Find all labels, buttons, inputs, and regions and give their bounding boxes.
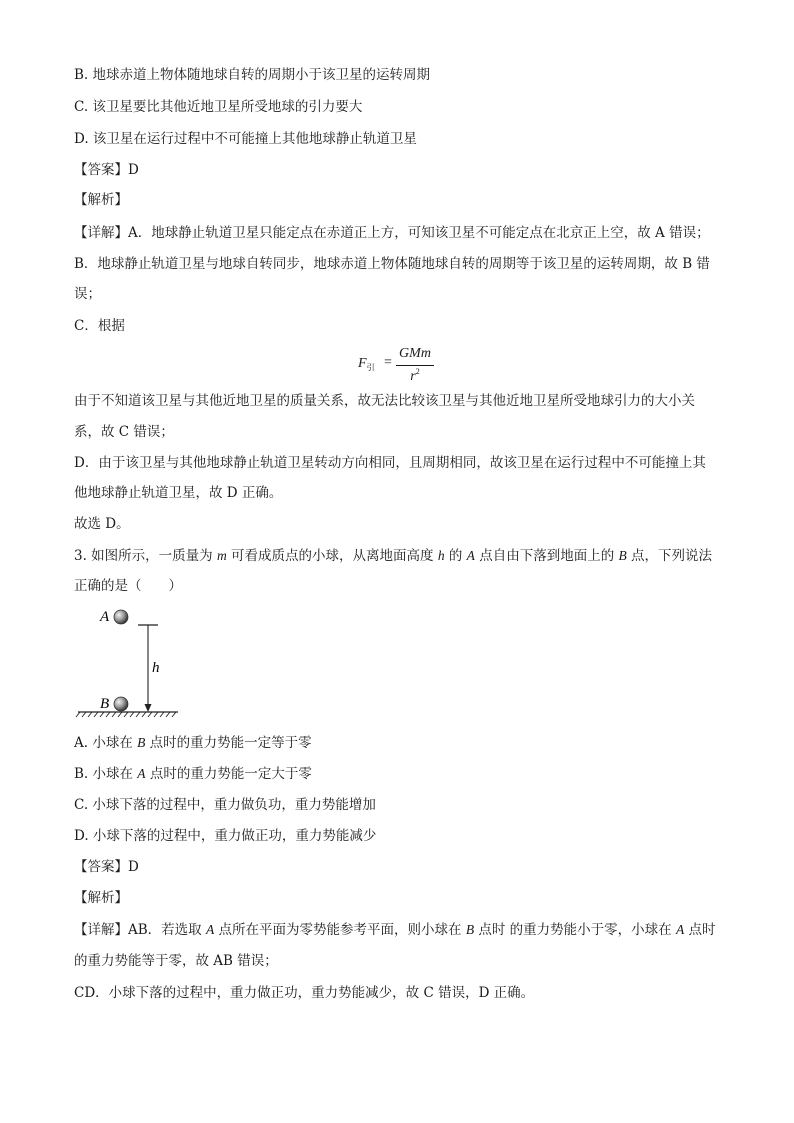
detail-b-cont: 误； (74, 286, 101, 302)
detail-d: D．由于该卫星与其他地球静止轨道卫星转动方向相同，且周期相同，故该卫星在运行过程中不可能撞上其 (74, 455, 706, 471)
detail-cd: CD．小球下落的过程中，重力做正功，重力势能减少，故 C 错误，D 正确。 (74, 985, 535, 1001)
gravity-formula (352, 344, 452, 386)
hatch-stroke (112, 712, 116, 717)
detail-c-text: 由于不知道该卫星与其他近地卫星的质量关系，故无法比较该卫星与其他近地卫星所受地球引力的大小关 (74, 393, 695, 409)
formula-denominator: $r^2$ (410, 367, 420, 384)
hatch-stroke (166, 712, 170, 717)
height-arrow-head (145, 704, 152, 712)
hatch-stroke (154, 712, 158, 717)
answer: 【答案】D (74, 859, 139, 875)
conclusion-prev: 故选 D。 (74, 516, 130, 532)
hatch-stroke (118, 712, 122, 717)
hatch-stroke (100, 712, 104, 717)
ball-at-b (114, 697, 128, 711)
formula-numerator: GMm (399, 346, 431, 361)
detail-c: C．根据 (74, 318, 125, 334)
detail-b: B．地球静止轨道卫星与地球自转同步，地球赤道上物体随地球自转的周期等于该卫星的运转周期，故 B 错 (74, 256, 710, 272)
hatch-stroke (76, 712, 80, 717)
hatch-stroke (88, 712, 92, 717)
detail-ab-cont: 的重力势能等于零，故 AB 错误； (74, 953, 278, 969)
option-a: A. 小球在 B 点时的重力势能一定等于零 (74, 735, 312, 751)
hatch-stroke (106, 712, 110, 717)
option-b: B. 小球在 A 点时的重力势能一定大于零 (74, 766, 312, 782)
formula-equals: = (384, 355, 392, 370)
analysis-heading: 【解析】 (74, 890, 128, 906)
option-c-prev: C. 该卫星要比其他近地卫星所受地球的引力要大 (74, 99, 363, 115)
ground-hatching (76, 712, 176, 717)
hatch-stroke (82, 712, 86, 717)
hatch-stroke (94, 712, 98, 717)
detail-a: 【详解】A．地球静止轨道卫星只能定点在赤道正上方，可知该卫星不可能定点在北京正上空，故 A 错误； (74, 225, 710, 241)
hatch-stroke (172, 712, 176, 717)
formula-lhs: $F_引$ (358, 356, 375, 372)
ball-at-a (114, 610, 128, 624)
question-3-stem: 3. 如图所示，一质量为 m 可看成质点的小球，从离地面高度 h 的 A 点自由下落到地面上的 B 点，下列说法 (74, 548, 713, 564)
detail-ab: 【详解】AB．若选取 A 点所在平面为零势能参考平面，则小球在 B 点时 的重力势能小于零，小球在 A 点时 (74, 922, 716, 938)
detail-d-cont: 他地球静止轨道卫星，故 D 正确。 (74, 485, 283, 501)
figure-label-h: h (152, 660, 160, 676)
fraction-bar (396, 365, 434, 366)
falling-ball-figure (74, 600, 184, 720)
option-d: D. 小球下落的过程中，重力做正功，重力势能减少 (74, 828, 377, 844)
hatch-stroke (160, 712, 164, 717)
hatch-stroke (136, 712, 140, 717)
hatch-stroke (124, 712, 128, 717)
question-3-stem-cont: 正确的是（ ） (74, 578, 182, 594)
detail-c-cont: 系，故 C 错误； (74, 424, 174, 440)
hatch-stroke (130, 712, 134, 717)
hatch-stroke (148, 712, 152, 717)
figure-label-a: A (100, 609, 110, 625)
analysis-heading-prev: 【解析】 (74, 192, 128, 208)
option-c: C. 小球下落的过程中，重力做负功，重力势能增加 (74, 797, 376, 813)
figure-label-b: B (100, 696, 110, 712)
option-b-prev: B. 地球赤道上物体随地球自转的周期小于该卫星的运转周期 (74, 67, 431, 83)
hatch-stroke (142, 712, 146, 717)
option-d-prev: D. 该卫星在运行过程中不可能撞上其他地球静止轨道卫星 (74, 131, 417, 147)
answer-prev: 【答案】D (74, 162, 139, 178)
